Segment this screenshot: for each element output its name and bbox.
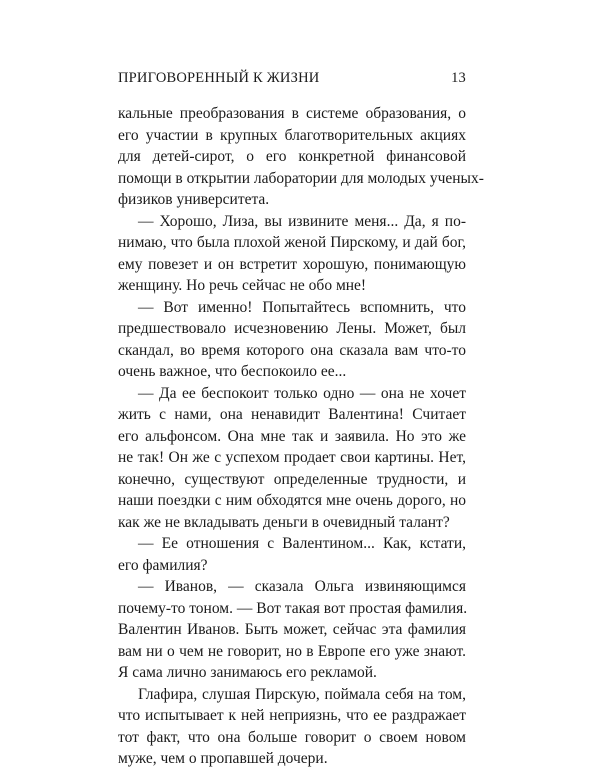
text-line: почему-то тоном. — Вот такая вот простая фамилия. xyxy=(118,599,468,617)
running-title: ПРИГОВОРЕННЫЙ К ЖИЗНИ xyxy=(118,70,320,86)
text-line: его фамилия? xyxy=(118,556,208,574)
running-header xyxy=(118,70,466,90)
text-line: не так! Он же с успехом продает свои картины. Нет, xyxy=(118,449,466,466)
text-line: жить с нами, она ненавидит Валентина! Считает xyxy=(118,406,466,423)
text-line: Глафира, слушая Пирскую, поймала себя на том, xyxy=(138,685,466,703)
text-line: вам ни о чем не говорит, но в Европе его уже знают. xyxy=(118,642,466,660)
text-line: муже, чем о пропавшей дочери. xyxy=(118,750,328,767)
text-line: Валентин Иванов. Быть может, сейчас эта фамилия xyxy=(118,621,466,638)
text-line: — Иванов, — сказала Ольга извиняющимся xyxy=(138,578,466,595)
text-line: его альфонсом. Она мне так и заявила. Но это же xyxy=(118,427,466,445)
text-line: его участии в крупных благотворительных акциях xyxy=(118,126,466,144)
text-line: помощи в открытии лаборатории для молодых ученых- xyxy=(118,169,484,187)
page-number: 13 xyxy=(451,70,466,86)
text-line: предшествовало исчезновению Лены. Может, был xyxy=(118,320,466,337)
text-line: ему повезет и он встретит хорошую, понимающую xyxy=(118,255,466,273)
text-line: очень важное, что беспокоило ее... xyxy=(118,363,347,380)
text-line: — Да ее беспокоит только одно — она не хочет xyxy=(138,384,466,402)
text-line: — Вот именно! Попытайтесь вспомнить, что xyxy=(138,298,466,316)
text-line: Я сама лично занимаюсь его рекламой. xyxy=(118,664,377,681)
text-line: скандал, во время которого она сказала вам что-то xyxy=(118,341,466,359)
text-line: физиков университета. xyxy=(118,191,270,208)
text-line: для детей-сирот, о его конкретной финансовой xyxy=(118,148,466,165)
text-line: — Хорошо, Лиза, вы извините меня... Да, я по- xyxy=(138,212,466,230)
text-line: конечно, существуют определенные трудности, и xyxy=(118,470,466,488)
text-line: женщину. Но речь сейчас не обо мне! xyxy=(118,277,367,294)
text-line: — Ее отношения с Валентином... Как, кстати, xyxy=(138,535,466,552)
text-line: как же не вкладывать деньги в очевидный талант? xyxy=(118,513,450,531)
text-line: наши поездки с ним обходятся мне очень дорого, но xyxy=(118,492,466,509)
text-line: тот факт, что она больше говорит о своем новом xyxy=(118,728,466,746)
text-line: нимаю, что была плохой женой Пирскому, и дай бог, xyxy=(118,234,466,251)
text-line: что испытывает к ней неприязнь, что ее раздражает xyxy=(118,707,466,724)
text-line: кальные преобразования в системе образования, о xyxy=(118,105,466,122)
body-text xyxy=(118,103,484,770)
